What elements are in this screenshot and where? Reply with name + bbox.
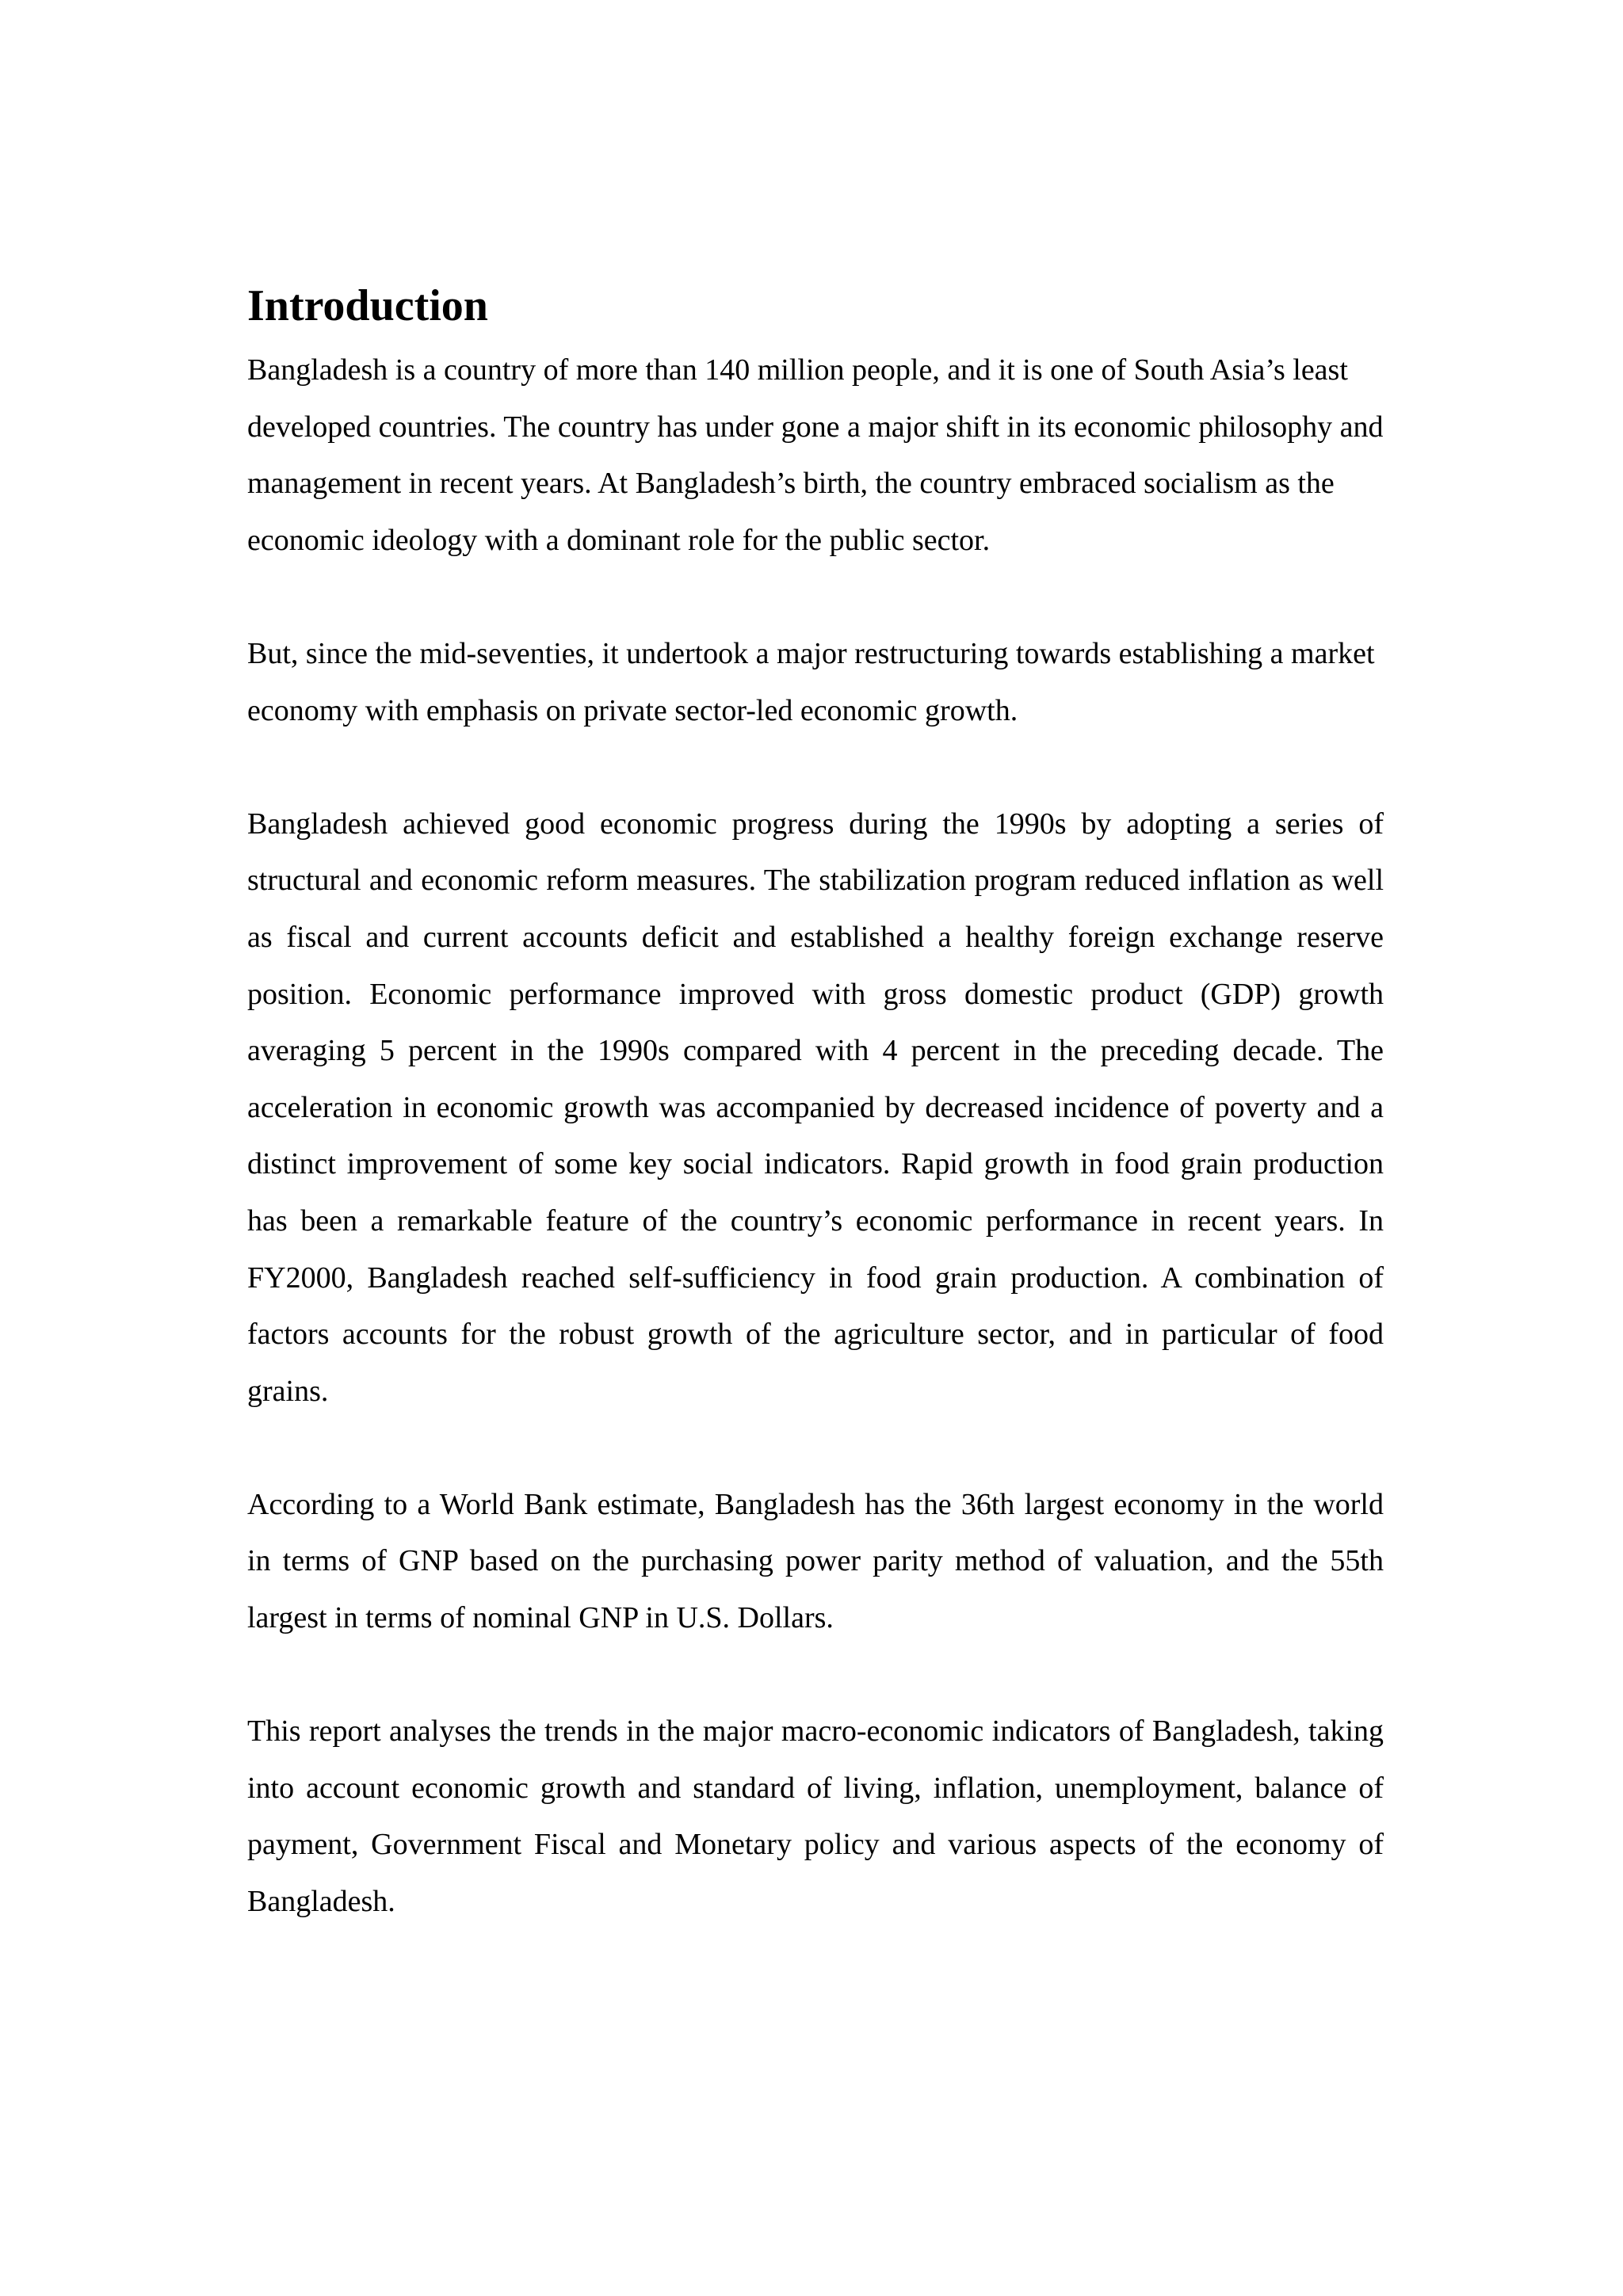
document-page	[247, 269, 1384, 1931]
paragraph-report-scope: This report analyses the trends in the major macro-economic indicators of Bangladesh, taking into account economic growth and standard of living, inflation, unemployment, balance of payment, Government Fiscal and Monetary policy and various aspects of the economy of Bangladesh.	[247, 1714, 1384, 1919]
paragraph-overview: Bangladesh is a country of more than 140 million people, and it is one of South Asia’s least developed countries. The country has under gone a major shift in its economic philosophy and management in recent years. At Bangladesh’s birth, the country embraced socialism as the economic ideology with a dominant role for the public sector.	[247, 353, 1384, 557]
paragraph-restructuring: But, since the mid-seventies, it undertook a major restructuring towards establishing a market economy with emphasis on private sector-led economic growth.	[247, 636, 1375, 727]
paragraph-economic-progress: Bangladesh achieved good economic progress during the 1990s by adopting a series of structural and economic reform measures. The stabilization program reduced inflation as well as fiscal and current accounts deficit and established a healthy foreign exchange reserve position. Economic performance improved with gross domestic product (GDP) growth averaging 5 percent in the 1990s compared with 4 percent in the preceding decade. The acceleration in economic growth was accompanied by decreased incidence of poverty and a distinct improvement of some key social indicators. Rapid growth in food grain production has been a remarkable feature of the country’s economic performance in recent years. In FY2000, Bangladesh reached self-sufficiency in food grain production. A combination of factors accounts for the robust growth of the agriculture sector, and in particular of food grains.	[247, 807, 1384, 1408]
page-title: Introduction	[247, 281, 488, 330]
paragraph-world-bank-estimate: According to a World Bank estimate, Bangladesh has the 36th largest economy in the world in terms of GNP based on the purchasing power parity method of valuation, and the 55th largest in terms of nominal GNP in U.S. Dollars.	[247, 1487, 1384, 1635]
